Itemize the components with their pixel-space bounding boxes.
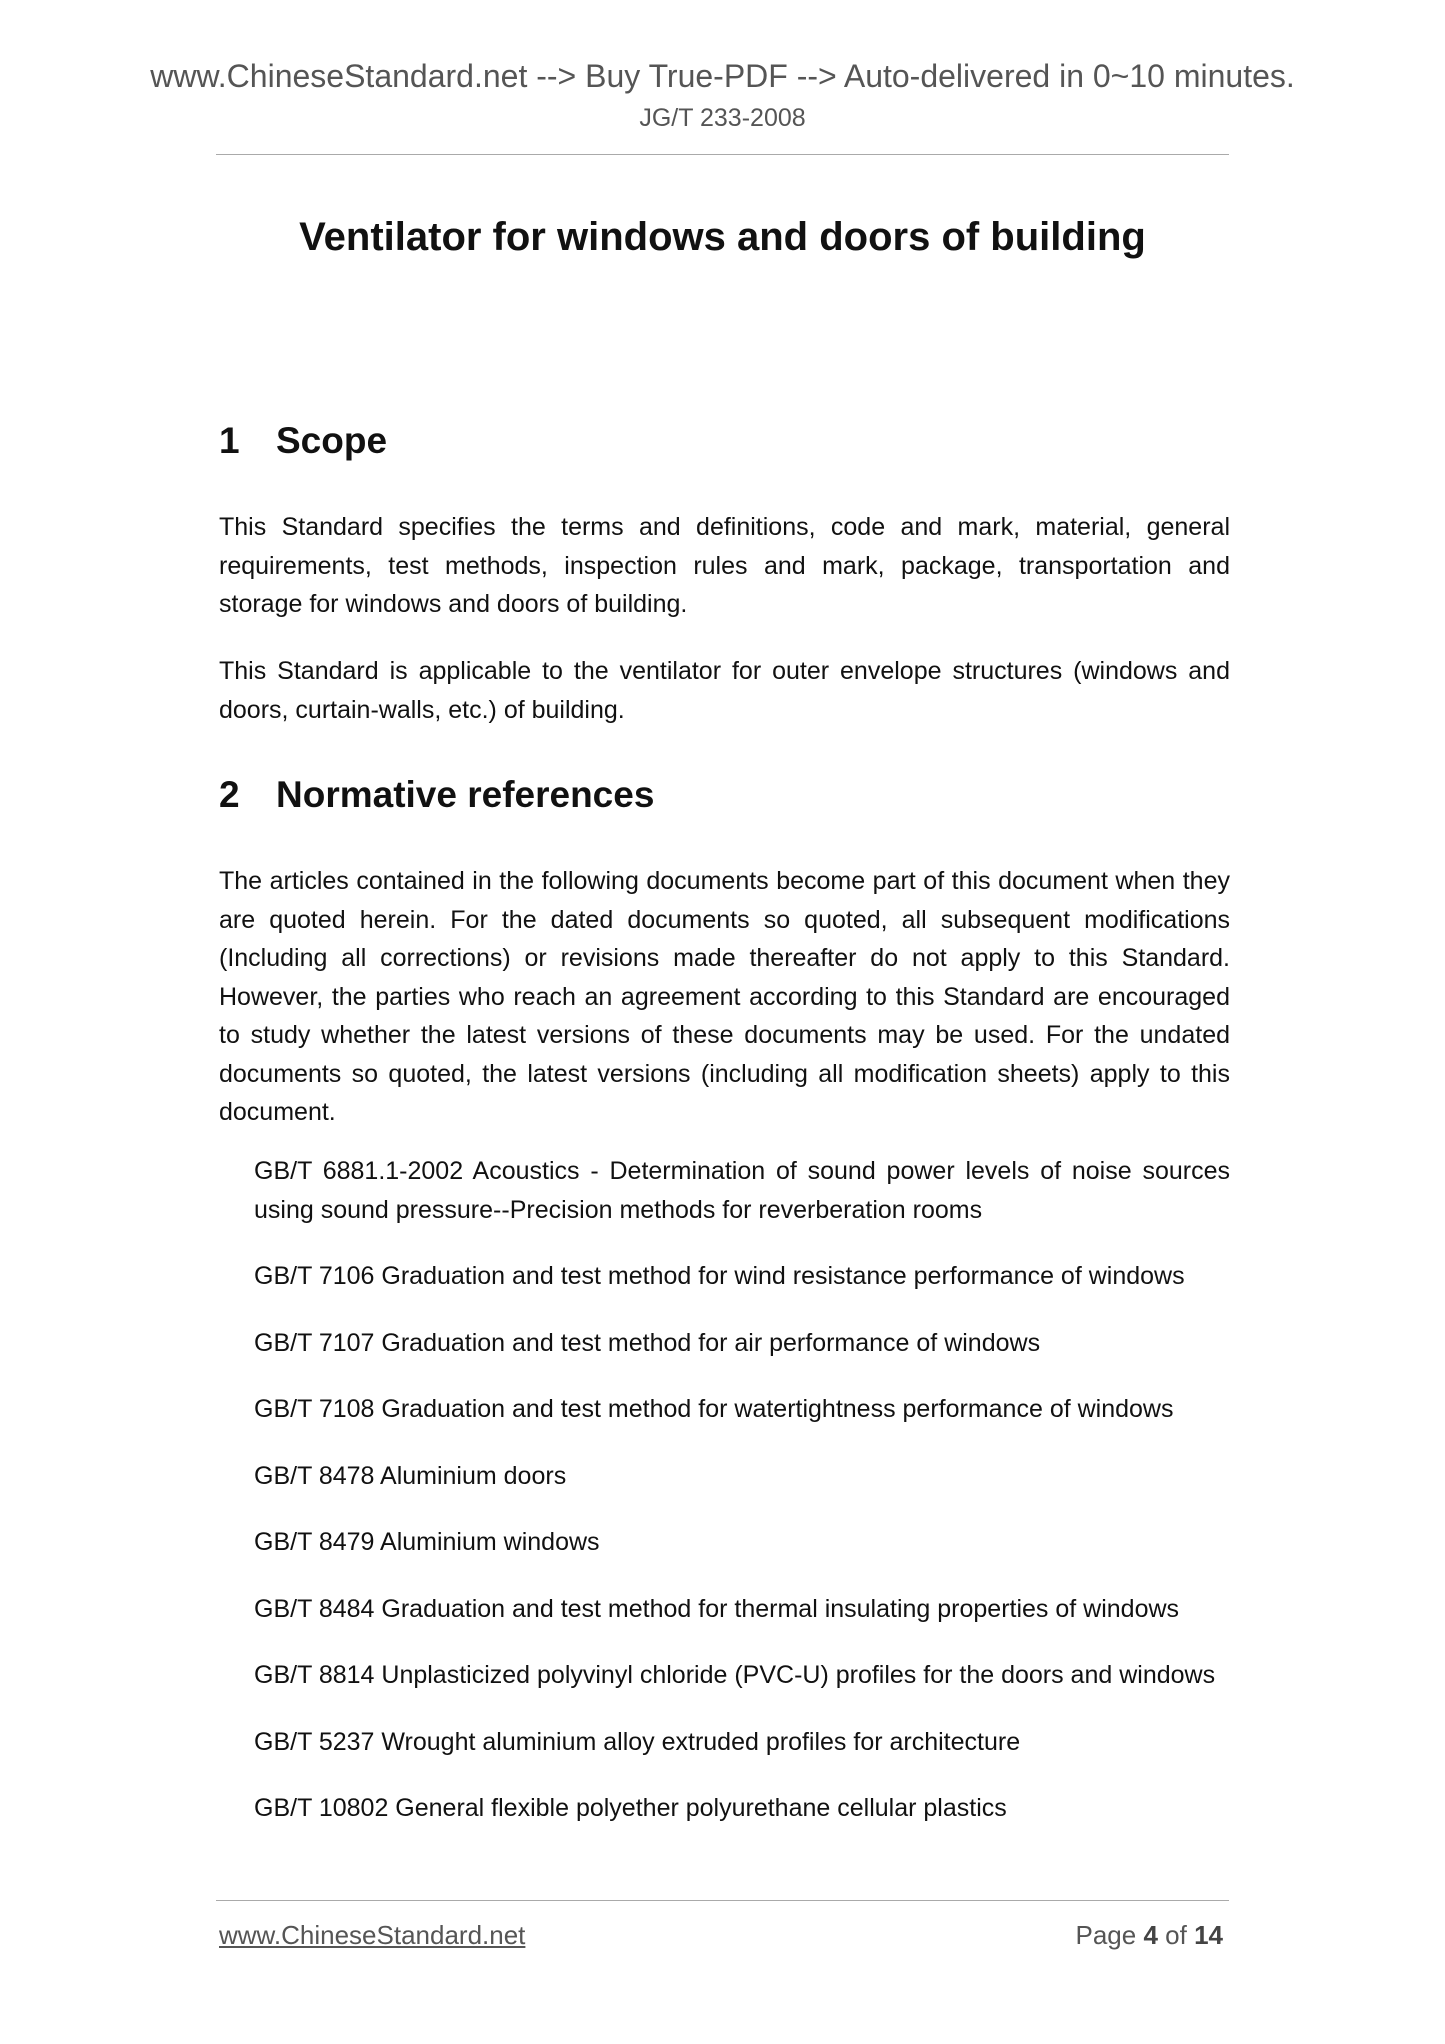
document-title: Ventilator for windows and doors of building <box>299 215 1146 259</box>
page-indicator <box>1075 1918 1223 1952</box>
total-pages-number: 14 <box>1194 1920 1223 1950</box>
references-intro-paragraph: The articles contained in the following documents become part of this document when they are quoted herein. For the dated documents so quoted, all subsequent modifications (Including all corrections) or revisions made thereafter do not apply to this Standard. However, the parties who reach an agreement according to this Standard are encouraged to study whether the latest versions of these documents may be used. For the undated documents so quoted, the latest versions (including all modification sheets) apply to this document. <box>219 867 1230 1126</box>
reference-item: GB/T 8479 Aluminium windows <box>254 1528 600 1556</box>
reference-item: GB/T 7106 Graduation and test method for wind resistance performance of windows <box>254 1262 1185 1290</box>
page-separator: of <box>1165 1920 1187 1950</box>
reference-item: GB/T 6881.1-2002 Acoustics - Determination of sound power levels of noise sources using sound pressure--Precision methods for reverberation rooms <box>254 1157 1230 1224</box>
section-number: 2 <box>219 774 240 815</box>
scope-paragraph-2: This Standard is applicable to the ventilator for outer envelope structures (windows and doors, curtain-walls, etc.) of building. <box>219 657 1230 724</box>
section-title: Normative references <box>276 774 655 815</box>
header-banner: www.ChineseStandard.net --> Buy True-PDF --> Auto-delivered in 0~10 minutes. <box>150 58 1295 94</box>
reference-item: GB/T 8484 Graduation and test method for thermal insulating properties of windows <box>254 1594 1180 1623</box>
page-label: Page <box>1075 1920 1137 1950</box>
section-heading-normative-references <box>219 770 654 820</box>
scope-paragraph-1: This Standard specifies the terms and definitions, code and mark, material, general requirements, test methods, inspection rules and mark, package, transportation and storage for windows and doors of building. <box>219 513 1230 618</box>
header-divider <box>216 154 1229 155</box>
reference-item: GB/T 10802 General flexible polyether polyurethane cellular plastics <box>254 1794 1007 1822</box>
section-title: Scope <box>276 420 388 461</box>
reference-list <box>254 1152 1230 1856</box>
reference-item: GB/T 8478 Aluminium doors <box>254 1461 567 1490</box>
current-page-number: 4 <box>1143 1920 1158 1950</box>
reference-item: GB/T 8814 Unplasticized polyvinyl chloride (PVC-U) profiles for the doors and windows <box>254 1661 1216 1689</box>
reference-item: GB/T 5237 Wrought aluminium alloy extruded profiles for architecture <box>254 1727 1021 1756</box>
reference-item: GB/T 7108 Graduation and test method for watertightness performance of windows <box>254 1395 1174 1423</box>
footer-site-link[interactable]: www.ChineseStandard.net <box>219 1920 526 1950</box>
document-code: JG/T 233-2008 <box>639 104 806 132</box>
section-number: 1 <box>219 420 240 461</box>
reference-item: GB/T 7107 Graduation and test method for air performance of windows <box>254 1328 1041 1357</box>
section-heading-scope <box>219 416 387 466</box>
footer-divider <box>216 1900 1229 1901</box>
